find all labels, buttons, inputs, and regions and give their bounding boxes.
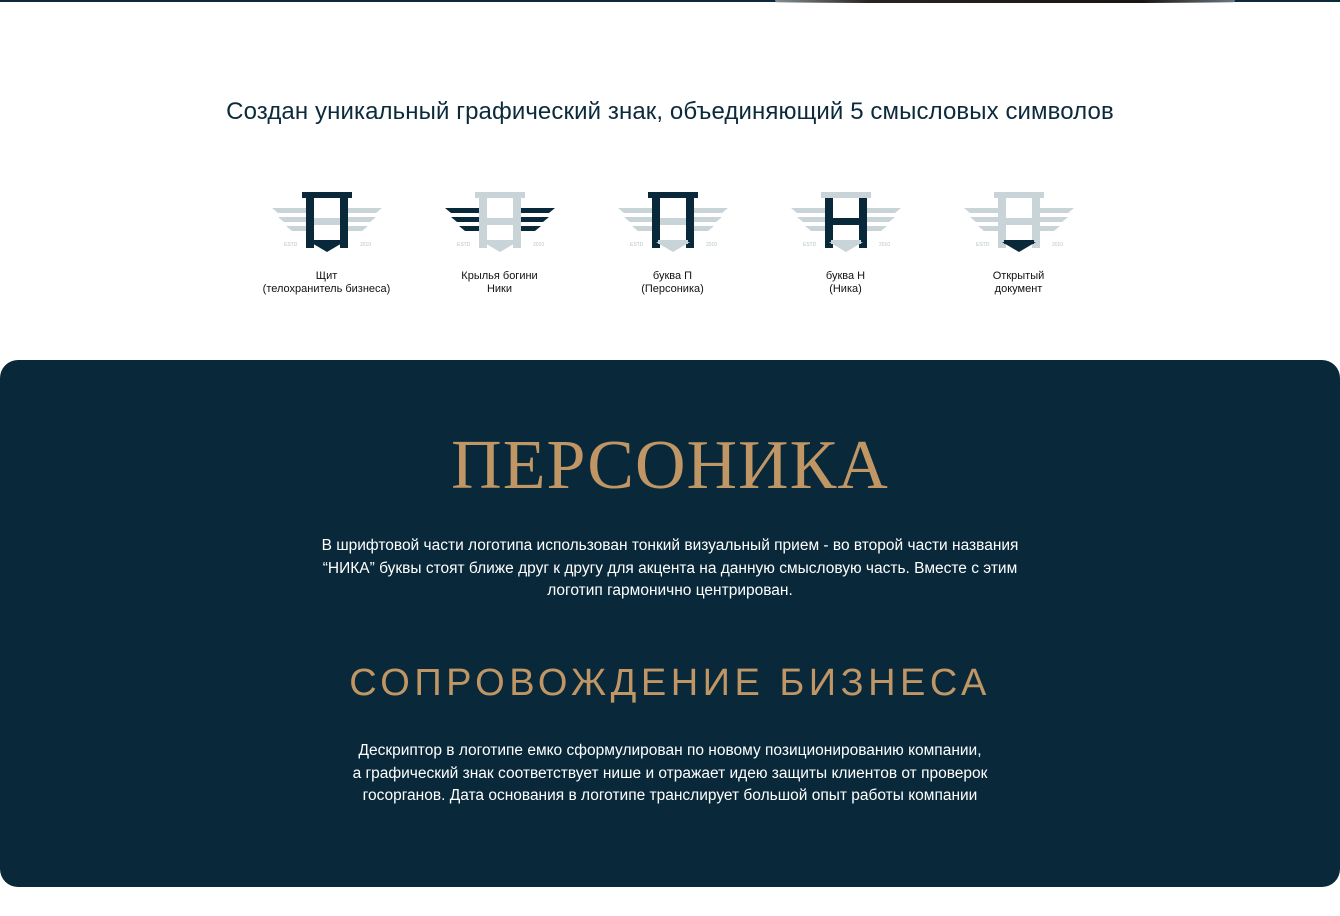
symbol-letter-n xyxy=(759,186,932,296)
symbol-document xyxy=(932,186,1105,296)
est-label: ESTD xyxy=(629,242,643,248)
open-document-logo-icon xyxy=(960,186,1078,260)
est-label: ESTD xyxy=(975,242,989,248)
shield-top xyxy=(475,192,525,198)
wing-left xyxy=(805,226,827,231)
wing-left xyxy=(272,208,308,213)
wing-left xyxy=(445,208,481,213)
wing-left xyxy=(451,217,481,222)
letter-n-logo-icon xyxy=(787,186,905,260)
year-label: 2010 xyxy=(532,242,544,248)
brand-description: В шрифтовой части логотипа использован тонкий визуальный прием - во второй части названия “НИКА” буквы стоят ближе друг к другу для акцента на данную смысловую часть. Вместе с этим логотип гармонично центрирован. xyxy=(321,537,1019,599)
year-label: 2010 xyxy=(359,242,371,248)
letter-n-bar xyxy=(487,218,513,225)
est-label: ESTD xyxy=(456,242,470,248)
section-title: Создан уникальный графический знак, объединяющий 5 смысловых символов xyxy=(226,98,1114,125)
shield-top xyxy=(821,192,871,198)
wing-right xyxy=(692,226,714,231)
wing-right xyxy=(865,226,887,231)
wing-left xyxy=(632,226,654,231)
letter-n-bar xyxy=(314,218,340,225)
wing-left xyxy=(286,226,308,231)
symbol-shield xyxy=(240,186,413,296)
shield-logo-icon xyxy=(268,186,386,260)
wing-right xyxy=(519,226,541,231)
document-top xyxy=(312,240,342,244)
wing-right xyxy=(346,226,368,231)
document-top xyxy=(1004,240,1034,244)
symbol-caption: Крылья богини Ники xyxy=(461,270,538,295)
wing-left xyxy=(797,217,827,222)
year-label: 2010 xyxy=(1051,242,1063,248)
wing-left xyxy=(459,226,481,231)
symbol-caption: Открытый документ xyxy=(992,270,1045,295)
est-label: ESTD xyxy=(283,242,297,248)
symbols-row xyxy=(240,186,1105,306)
wing-right xyxy=(692,217,722,222)
shield-top xyxy=(994,192,1044,198)
wing-left xyxy=(970,217,1000,222)
letter-n-bar xyxy=(660,218,686,225)
wing-right xyxy=(519,208,555,213)
wing-right xyxy=(865,217,895,222)
wing-right xyxy=(346,217,376,222)
symbol-wings xyxy=(413,186,586,296)
wing-right xyxy=(1038,226,1060,231)
wing-right xyxy=(692,208,728,213)
document-top xyxy=(658,240,688,244)
wing-left xyxy=(978,226,1000,231)
year-label: 2010 xyxy=(878,242,890,248)
descriptor-description: Дескриптор в логотипе емко сформулирован по новому позиционированию компании, а графический знак соответствует нише и отражает идею защиты клиентов от проверок госорганов. Дата основания в логотипе транслирует большой опыт работы компании xyxy=(352,742,988,804)
document-top xyxy=(485,240,515,244)
symbol-caption: буква Н (Ника) xyxy=(825,270,866,295)
wing-right xyxy=(346,208,382,213)
symbol-caption: буква П (Персоника) xyxy=(641,270,704,295)
wings-logo-icon xyxy=(441,186,559,260)
wing-right xyxy=(1038,208,1074,213)
wing-left xyxy=(624,217,654,222)
letter-n-bar xyxy=(833,218,859,225)
wing-left xyxy=(791,208,827,213)
document-top xyxy=(831,240,861,244)
est-label: ESTD xyxy=(802,242,816,248)
shield-top xyxy=(302,192,352,198)
wing-left xyxy=(618,208,654,213)
year-label: 2010 xyxy=(705,242,717,248)
wing-right xyxy=(1038,217,1068,222)
wing-left xyxy=(278,217,308,222)
wing-right xyxy=(865,208,901,213)
shield-top xyxy=(648,192,698,198)
top-photo-edge xyxy=(775,0,1235,3)
wing-left xyxy=(964,208,1000,213)
symbol-caption: Щит (телохранитель бизнеса) xyxy=(262,270,391,295)
wing-right xyxy=(519,217,549,222)
brand-name: ПЕРСОНИКА xyxy=(451,427,889,504)
symbol-letter-p xyxy=(586,186,759,296)
descriptor-title: СОПРОВОЖДЕНИЕ БИЗНЕСА xyxy=(349,662,991,704)
letter-n-bar xyxy=(1006,218,1032,225)
letter-p-logo-icon xyxy=(614,186,732,260)
